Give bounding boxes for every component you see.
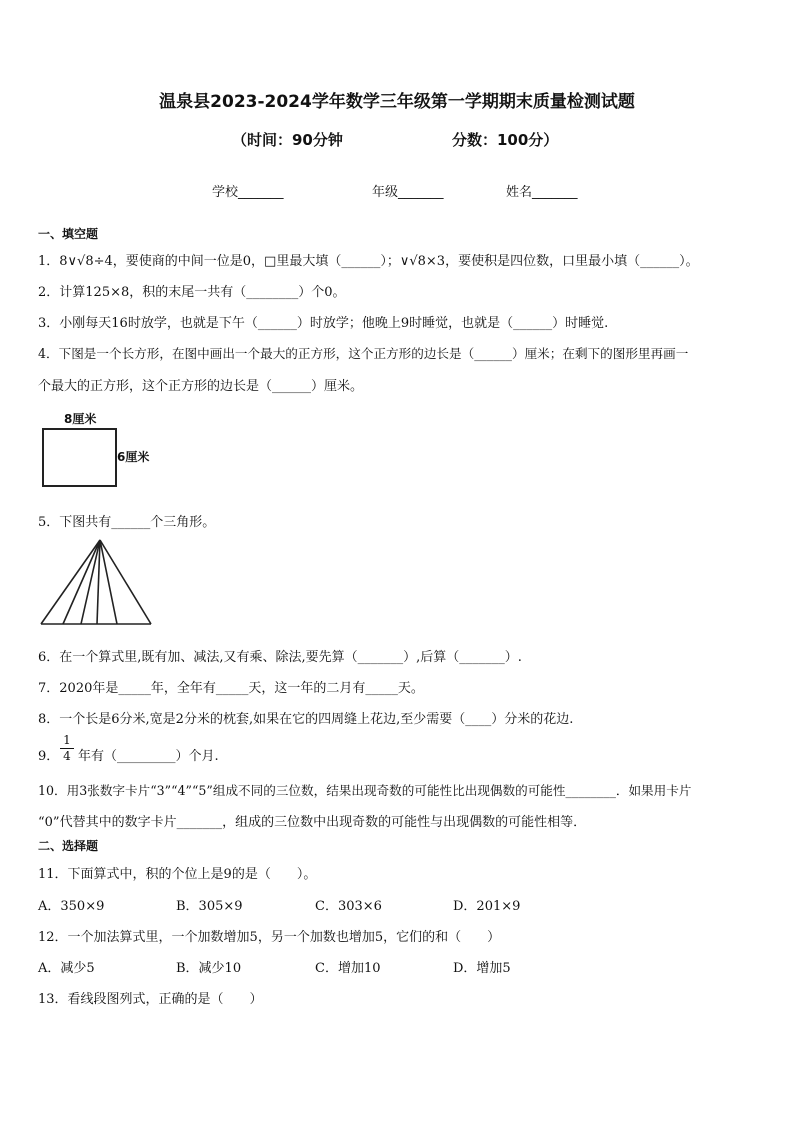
question-13: 13．看线段图列式，正确的是（ ） [38,992,263,1007]
question-9-prefix: 9． [38,749,60,764]
fraction-one-quarter [60,733,74,764]
question-3: 3．小刚每天16时放学，也就是下午（______）时放学；他晚上9时睡觉，也就是（______）时睡觉. [38,316,609,331]
q11-option-a: A．350×9 [38,899,105,914]
fraction-denominator: 4 [63,749,71,763]
question-7: 7．2020年是_____年，全年有_____天，这一年的二月有_____天。 [38,681,424,696]
question-5: 5．下图共有______个三角形。 [38,515,216,530]
q12-option-a: A．减少5 [38,961,95,976]
rectangle-figure [42,428,117,487]
q11-option-d: D．201×9 [453,899,521,914]
question-6: 6．在一个算式里,既有加、减法,又有乘、除法,要先算（_______）,后算（_______）. [38,650,522,665]
question-11: 11．下面算式中，积的个位上是9的是（ ）。 [38,867,317,882]
exam-score: 分数：100分） [452,131,559,149]
q12-option-b: B．减少10 [176,961,242,976]
q11-option-c: C．303×6 [315,899,382,914]
school-field: 学校_______ [212,185,284,200]
question-10-line2: “0”代替其中的数字卡片_______，组成的三位数中出现奇数的可能性与出现偶数的可能性相等． [38,815,587,830]
q11-option-b: B．305×9 [176,899,243,914]
question-8: 8．一个长是6分米,宽是2分米的枕套,如果在它的四周缝上花边,至少需要（____）分米的花边. [38,712,574,727]
fraction-numerator: 1 [60,733,74,749]
section-multiple-choice: 二、选择题 [38,839,99,853]
question-4-line2: 个最大的正方形，这个正方形的边长是（______）厘米。 [38,379,364,394]
question-1: 1．8∨√8÷4，要使商的中间一位是0，□里最大填（______）；∨√8×3，要使积是四位数，口里最小填（______）。 [38,254,699,269]
question-12: 12．一个加法算式里，一个加数增加5，另一个加数也增加5，它们的和（ ） [38,930,501,945]
question-4-line1: 4．下图是一个长方形，在图中画出一个最大的正方形，这个正方形的边长是（______）厘米；在剩下的图形里再画一 [38,346,689,361]
page-title: 温泉县2023-2024学年数学三年级第一学期期末质量检测试题 [159,92,635,112]
q12-option-c: C．增加10 [315,961,381,976]
question-2: 2．计算125×8，积的末尾一共有（________）个0。 [38,285,346,300]
rectangle-width-label: 8厘米 [64,412,97,426]
question-9-text: 年有（_________）个月. [78,749,219,764]
rectangle-height-label: 6厘米 [117,450,150,464]
q12-option-d: D．增加5 [453,961,511,976]
grade-field: 年级_______ [372,185,444,200]
triangle-figure [38,536,154,628]
question-10-line1: 10．用3张数字卡片“3”“4”“5”组成不同的三位数，结果出现奇数的可能性比出现偶数的可能性________．如果用卡片 [38,783,692,798]
exam-time: （时间：90分钟 [232,131,343,149]
section-fill-blank: 一、填空题 [38,227,99,241]
name-field: 姓名_______ [506,185,578,200]
